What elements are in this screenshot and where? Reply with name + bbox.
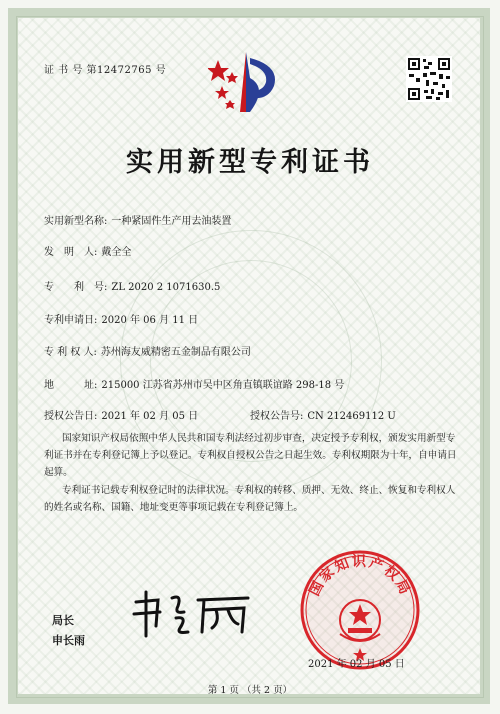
- field-label: 实用新型名称:: [44, 216, 108, 227]
- patent-office-logo-icon: [208, 48, 286, 118]
- handwritten-signature: [128, 588, 258, 640]
- signatory-title: 局长: [52, 614, 74, 627]
- field-patentee: [44, 343, 251, 358]
- field-value: 苏州海友威精密五金制品有限公司: [100, 347, 251, 358]
- field-label: 专利申请日:: [44, 315, 98, 326]
- qr-code-icon: [406, 56, 452, 102]
- field-value: 215000 江苏省苏州市吴中区角直镇联谊路 298-18 号: [101, 380, 345, 391]
- page-indicator: 第 1 页 （共 2 页）: [207, 685, 293, 696]
- field-inventor: [44, 243, 131, 258]
- certificate-number: 证 书 号 第12472765 号: [44, 65, 167, 76]
- grant-date-value: 2021 年 02 月 05 日: [101, 411, 199, 422]
- legal-paragraph-1: 国家知识产权局依照中华人民共和国专利法经过初步审查，决定授予专利权，颁发实用新型专利证书并在专利登记簿上予以登记。专利权自授权公告之日起生效。专利权期限为十年，自申请日起算。: [44, 433, 457, 478]
- signatory-name: 申长雨: [52, 634, 85, 647]
- field-application-date: [44, 311, 198, 326]
- grant-date-label: 授权公告日:: [44, 411, 98, 422]
- field-value: 2020 年 06 月 11 日: [101, 315, 199, 326]
- grant-date: [44, 407, 198, 422]
- field-patent-number: [44, 278, 220, 293]
- grant-number: [250, 407, 396, 422]
- legal-paragraph-2: 专利证书记载专利权登记时的法律状况。专利权的转移、质押、无效、终止、恢复和专利权人的姓名或名称、国籍、地址变更等事项记载在专利登记簿上。: [44, 485, 456, 513]
- grant-number-value: CN 212469112 U: [307, 411, 396, 422]
- field-label: 发 明 人:: [44, 247, 98, 258]
- field-utility-model-name: [44, 212, 231, 227]
- field-label: 地 址:: [44, 380, 98, 391]
- field-label: 专 利 号:: [44, 282, 108, 293]
- field-address: [44, 376, 344, 391]
- field-value: 一种紧固件生产用去油装置: [111, 216, 232, 227]
- seal-text: 国家知识产权局: [306, 554, 414, 599]
- field-label: 专 利 权 人:: [44, 347, 97, 358]
- certificate-title: 实用新型专利证书: [126, 147, 374, 178]
- field-value: 戴全全: [101, 247, 132, 258]
- field-value: ZL 2020 2 1071630.5: [111, 282, 221, 293]
- seal-date: 2021 年 02 月 05 日: [308, 659, 405, 670]
- official-seal: [298, 548, 422, 672]
- grant-number-label: 授权公告号:: [250, 411, 304, 422]
